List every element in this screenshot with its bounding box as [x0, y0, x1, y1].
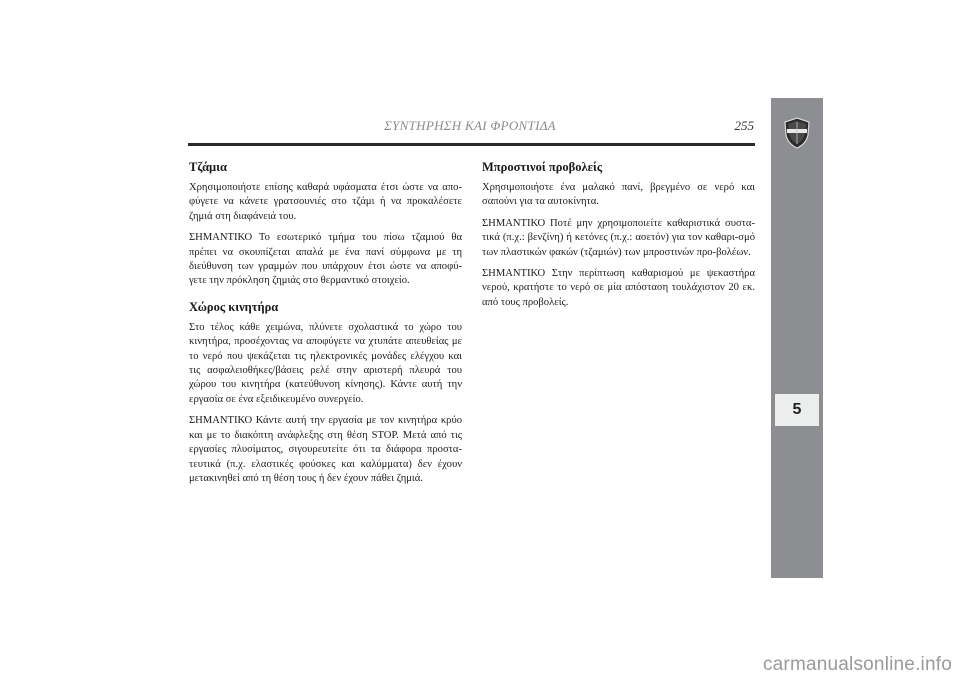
- paragraph-headlights-1: Χρησιμοποιήστε ένα μαλακό πανί, βρεγμένο σε νερό και σαπούνι για τα αυτοκίνητα.: [482, 182, 755, 208]
- page-number: 255: [734, 118, 754, 133]
- right-column: [482, 159, 755, 317]
- chapter-number-tab[interactable]: 5: [775, 394, 819, 426]
- header-rule: [188, 143, 755, 146]
- paragraph-headlights-2: ΣΗΜΑΝΤΙΚΟ Ποτέ μην χρησιμοποιείτε καθαριστικά συστα-τικά (π.χ.: βενζίνη) ή κετόνες (π.χ.: ασετόν) για τον καθαρι-σμό των πλαστικών φακών (τζαμιών) των μπροστινών προ-βολέων.: [482, 217, 755, 258]
- heading-headlights: Μπροστινοί προβολείς: [482, 160, 603, 174]
- running-header-title: ΣΥΝΤΗΡΗΣΗ ΚΑΙ ΦΡΟΝΤΙΔΑ: [384, 118, 556, 133]
- left-column: [189, 159, 462, 493]
- chapter-sidebar: [771, 98, 823, 578]
- heading-engine-bay: Χώρος κινητήρα: [189, 299, 279, 314]
- paragraph-headlights-3: ΣΗΜΑΝΤΙΚΟ Στην περίπτωση καθαρισμού με ψεκαστήρα νερού, κρατήστε το νερό σε μία απόσταση τουλάχιστον 20 εκ. από τους προβολείς.: [482, 268, 755, 308]
- lancia-shield-icon: [783, 117, 811, 149]
- heading-glass: Τζάμια: [189, 160, 227, 174]
- site-watermark: carmanualsonline.info: [762, 654, 952, 675]
- paragraph-glass-1: Χρησιμοποιήστε επίσης καθαρά υφάσματα έτσι ώστε να απο-φύγετε να κάνετε γρατσουνιές στο τζάμι ή να προκαλέσετε ζημιά στη διαφάνειά του.: [189, 182, 462, 222]
- paragraph-engine-bay-2: ΣΗΜΑΝΤΙΚΟ Κάντε αυτή την εργασία με τον κινητήρα κρύο και με το διακόπτη ανάφλεξης στη θέση STOP. Μετά από τις εργασίες πλυσίματος, σιγουρευτείτε ότι τα διάφορα προστα-τευτικά (π.χ. ελαστικές φούσκες και καλύμματα) δεν έχουν μετακινηθεί από τη θέση τους ή δεν έχουν πάθει ζημιά.: [189, 415, 462, 484]
- paragraph-engine-bay-1: Στο τέλος κάθε χειμώνα, πλύνετε σχολαστικά το χώρο του κινητήρα, προσέχοντας να αποφύγετε να χτυπάτε απευθείας με το νερό που ψεκάζεται τις ηλεκτρονικές μονάδες ελέγχου και τις ασφαλειοθήκες/βάσεις ρελέ στην αριστερή πλευρά του χώρου του κινητήρα (κατεύθυνση κίνησης). Κάντε αυτή την εργασία σε ένα εξειδικευμένο συνεργείο.: [189, 321, 462, 405]
- paragraph-glass-2: ΣΗΜΑΝΤΙΚΟ Το εσωτερικό τμήμα του πίσω τζαμιού θα πρέπει να σκουπίζεται απαλά με ένα πανί σύμφωνα με τη διεύθυνση των γραμμών που υπάρχουν έτσι ώστε να αποφύ-γετε την πρόκληση ζημιάς στο θερμαντικό στοιχείο.: [189, 232, 462, 287]
